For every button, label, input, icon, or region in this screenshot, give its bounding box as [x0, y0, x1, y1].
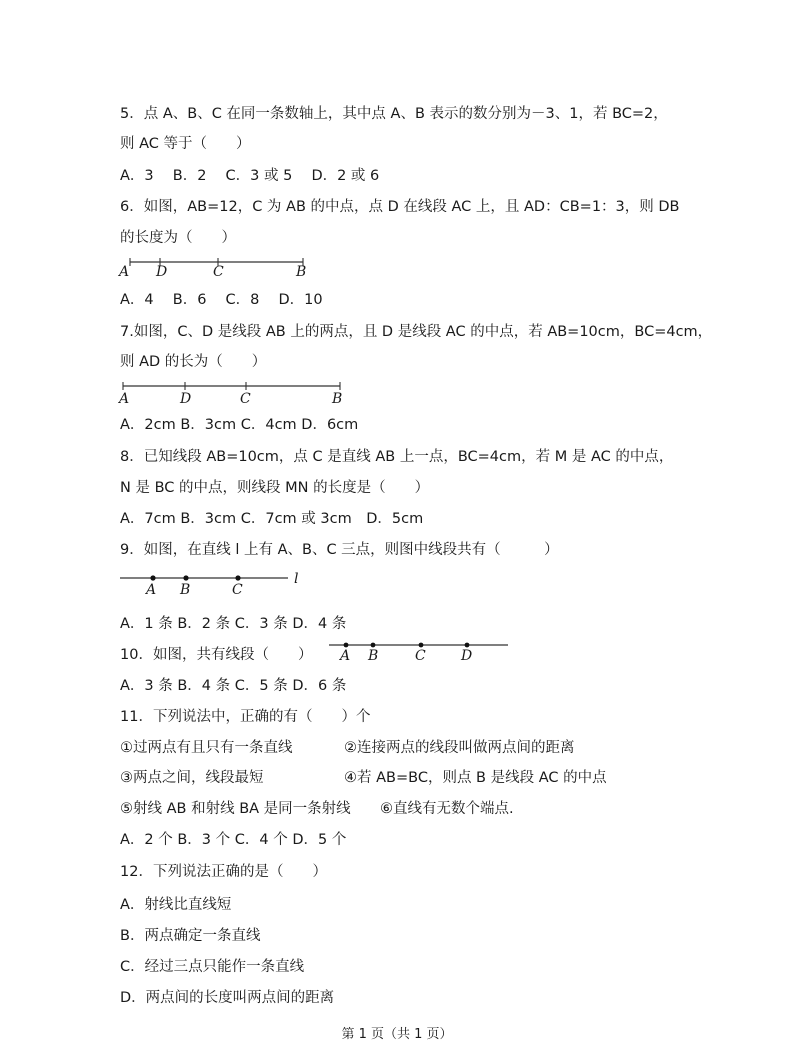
- q7-label-b: B: [332, 391, 343, 407]
- q10-point-b: [371, 643, 376, 648]
- q5-line2: 则 AC 等于（ ）: [120, 136, 251, 152]
- q10-label-d: D: [461, 648, 473, 664]
- q9-point-c: [235, 575, 240, 580]
- q8-line1: 8．已知线段 AB=10cm，点 C 是直线 AB 上一点，BC=4cm，若 M 是 AC 的中点，: [120, 449, 674, 465]
- q6-line1: 6．如图，AB=12，C 为 AB 的中点，点 D 在线段 AC 上，且 AD：CB=1：3，则 DB: [120, 199, 680, 215]
- q9-options: A．1 条 B．2 条 C．3 条 D．4 条: [120, 616, 347, 632]
- q6-options: A．4 B．6 C．8 D．10: [120, 292, 323, 308]
- q10-label-c: C: [415, 648, 426, 664]
- q7-label-a: A: [119, 391, 130, 407]
- q7-figure: [116, 380, 356, 406]
- q9-figure: [116, 568, 316, 598]
- q9-line1: 9．如图，在直线 l 上有 A、B、C 三点，则图中线段共有（ ）: [120, 542, 559, 558]
- q7-options: A．2cm B．3cm C．4cm D．6cm: [120, 417, 359, 433]
- q6-line2: 的长度为（ ）: [120, 230, 236, 246]
- q6-label-a: A: [119, 264, 130, 280]
- q11-statement-2: ②连接两点的线段叫做两点间的距离: [344, 740, 575, 756]
- q6-label-d: D: [156, 264, 168, 280]
- q8-line2: N 是 BC 的中点，则线段 MN 的长度是（ ）: [120, 480, 430, 496]
- q11-statement-4: ④若 AB=BC，则点 B 是线段 AC 的中点: [344, 770, 607, 786]
- q5-options: A．3 B．2 C．3 或 5 D．2 或 6: [120, 168, 380, 184]
- q5-line1: 5．点 A、B、C 在同一条数轴上，其中点 A、B 表示的数分别为－3、1，若 BC=2，: [120, 106, 668, 122]
- q9-label-b: B: [180, 582, 191, 598]
- q6-figure: [116, 256, 316, 278]
- q12-option-c: C．经过三点只能作一条直线: [120, 959, 305, 975]
- q11-statement-1: ①过两点有且只有一条直线: [120, 740, 293, 756]
- q7-label-c: C: [240, 391, 251, 407]
- q12-line1: 12．下列说法正确的是（ ）: [120, 864, 327, 880]
- q8-options: A．7cm B．3cm C．7cm 或 3cm D．5cm: [120, 511, 424, 527]
- q9-label-l: l: [294, 571, 299, 587]
- q10-point-c: [419, 643, 424, 648]
- q9-label-c: C: [232, 582, 243, 598]
- q7-label-d: D: [180, 391, 192, 407]
- q10-label-b: B: [368, 648, 379, 664]
- q6-label-b: B: [296, 264, 307, 280]
- q11-statement-5: ⑤射线 AB 和射线 BA 是同一条射线: [120, 801, 351, 817]
- q12-option-d: D．两点间的长度叫两点间的距离: [120, 990, 335, 1006]
- page-footer: 第 1 页（共 1 页）: [341, 1027, 453, 1042]
- q10-figure: [326, 638, 516, 664]
- q11-options: A．2 个 B．3 个 C．4 个 D．5 个: [120, 832, 347, 848]
- q10-point-d: [465, 643, 470, 648]
- q7-line1: 7.如图，C、D 是线段 AB 上的两点，且 D 是线段 AC 的中点，若 AB=10cm，BC=4cm，: [120, 324, 713, 340]
- q11-line1: 11．下列说法中，正确的有（ ）个: [120, 709, 371, 725]
- q9-point-a: [150, 575, 155, 580]
- q10-point-a: [344, 643, 349, 648]
- q6-label-c: C: [213, 264, 224, 280]
- q7-line2: 则 AD 的长为（ ）: [120, 354, 267, 370]
- q9-label-a: A: [146, 582, 157, 598]
- q12-option-a: A．射线比直线短: [120, 897, 232, 913]
- q11-statement-6: ⑥直线有无数个端点.: [380, 801, 514, 817]
- q10-line1: 10．如图，共有线段（ ）: [120, 647, 313, 663]
- q11-statement-3: ③两点之间，线段最短: [120, 770, 264, 786]
- q10-options: A．3 条 B．4 条 C．5 条 D．6 条: [120, 678, 347, 694]
- q10-label-a: A: [340, 648, 351, 664]
- q12-option-b: B．两点确定一条直线: [120, 928, 261, 944]
- q9-point-b: [183, 575, 188, 580]
